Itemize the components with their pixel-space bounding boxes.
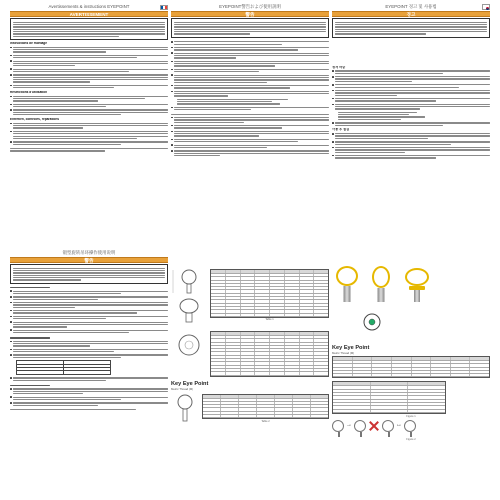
figure-1-caption: Figure 1	[406, 414, 416, 418]
eyebolt-front-view-icon	[171, 297, 207, 323]
chinese-warning-panel	[10, 250, 168, 496]
key-eye-point-table	[332, 356, 490, 378]
korean-warning-banner: 경고	[332, 11, 490, 17]
usage-ring-icon	[404, 420, 416, 432]
eyebolt-cross-section-icon	[352, 312, 392, 336]
arrow-icon: ↔	[396, 421, 402, 428]
french-section-restrictions: Restrictions d'utilisation	[10, 91, 48, 95]
spec-table-1	[210, 269, 329, 318]
french-section-mounting: Instructions de montage	[10, 42, 48, 46]
korean-warning-box	[332, 18, 490, 38]
usage-ring-icon	[332, 420, 344, 432]
japanese-header: EYEPOINT警告および使用説明	[219, 4, 281, 9]
korean-section-inspection: 사용 후 점검	[332, 128, 350, 132]
eyebolt-photo-3	[400, 266, 434, 304]
eyebolt-top-view-icon	[171, 330, 207, 360]
product-photos	[332, 266, 490, 304]
key-spec-table	[202, 394, 329, 420]
french-header: Avertissements & instructions EYEPOINT	[48, 4, 130, 9]
japanese-warning-box	[171, 18, 329, 38]
arrow-icon: →	[346, 421, 352, 428]
eyebolt-side-view-icon	[171, 268, 207, 294]
japanese-warning-panel	[171, 4, 329, 242]
chinese-warning-box	[10, 264, 168, 284]
key-eyebolt-drawing-icon	[171, 393, 199, 423]
french-flag-icon	[160, 5, 168, 10]
french-warning-panel	[10, 4, 168, 242]
prohibited-icon	[368, 420, 380, 432]
chinese-header: 锻型旋转吊环操作使用说明	[62, 250, 116, 255]
usage-ring-icon	[354, 420, 366, 432]
chinese-temperature-table	[16, 360, 111, 375]
eyebolt-dimension-drawings-2	[171, 330, 207, 377]
table-1-caption: Table 1	[265, 318, 274, 322]
key-eye-point-title-left: Key Eye Point Metric Thread (M)	[171, 380, 209, 391]
french-warning-box	[10, 18, 168, 40]
french-section-maintenance: Entretien, contrôles, réparations	[10, 118, 60, 122]
product-panel	[332, 250, 490, 496]
table-2-caption: Table 2	[261, 419, 270, 423]
korean-section-load: 정격 하중	[332, 65, 346, 69]
load-table	[332, 381, 446, 413]
eyebolt-photo-2	[366, 266, 396, 304]
usage-ring-icon	[382, 420, 394, 432]
eyebolt-photo-1	[332, 266, 362, 304]
key-eye-point-title-right: Key Eye Point Metric Thread (M)	[332, 345, 370, 355]
korean-warning-panel	[332, 4, 490, 242]
japanese-warning-banner: 警告	[171, 11, 329, 17]
usage-diagrams	[332, 420, 490, 432]
spec-table-2	[210, 331, 329, 377]
chinese-warning-banner: 警告	[10, 257, 168, 263]
figure-2-caption: Figure 2	[406, 437, 416, 441]
spec-tables-panel	[171, 250, 329, 496]
korean-header: EYEPOINT 경고 및 사용법	[385, 4, 437, 9]
korean-flag-icon	[482, 4, 490, 10]
eyebolt-dimension-drawings	[171, 268, 207, 324]
french-warning-banner: AVERTISSEMENT	[10, 11, 168, 17]
